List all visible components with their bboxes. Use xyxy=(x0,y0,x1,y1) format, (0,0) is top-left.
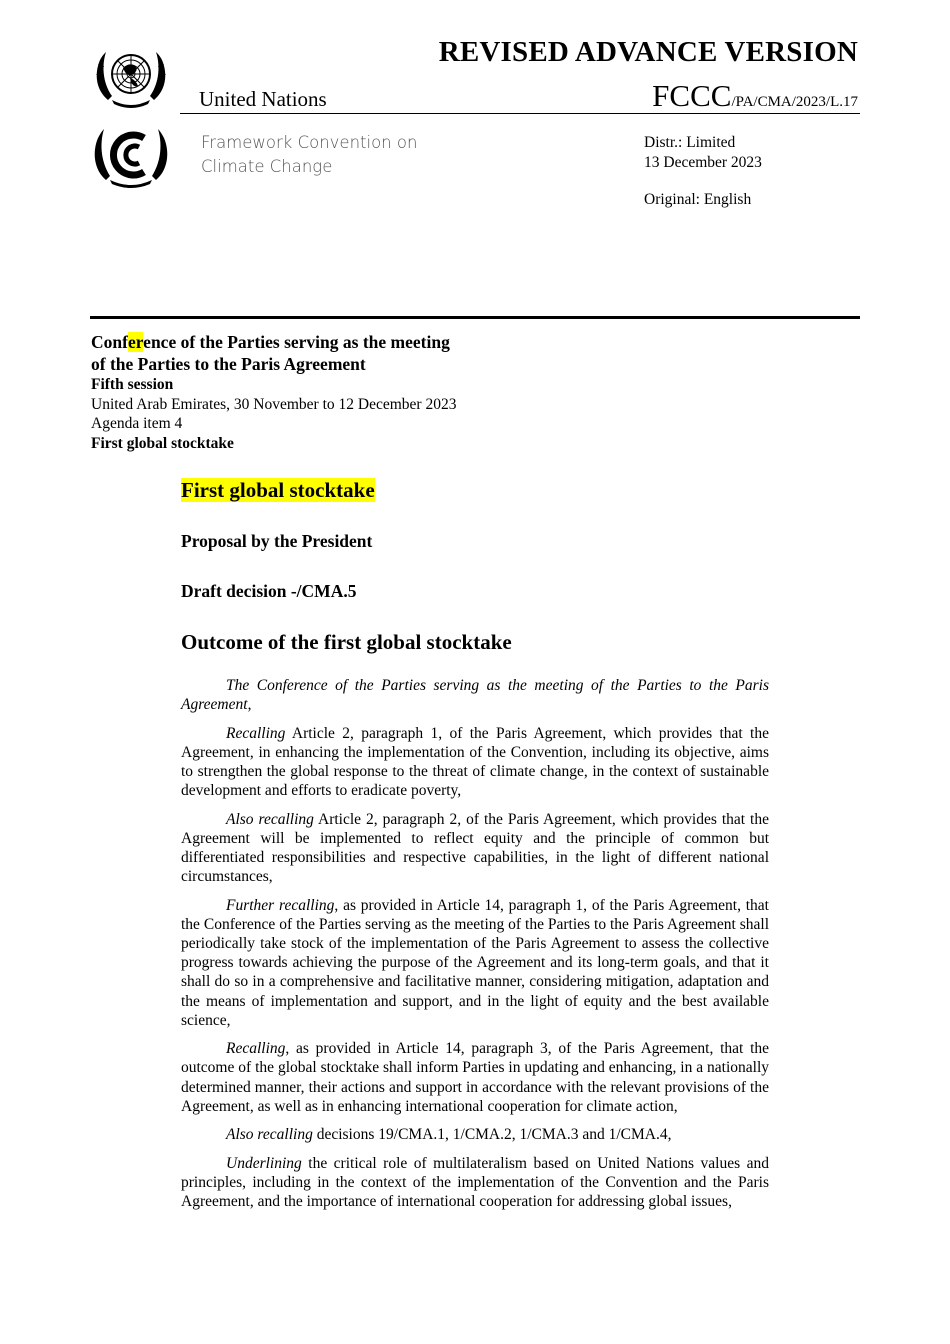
symbol-rest: /PA/CMA/2023/L.17 xyxy=(731,94,858,110)
paragraph-lead: The Conference of the Parties serving as the meeting of the Parties to the Paris Agreement xyxy=(181,677,769,714)
paragraph-text: Article 2, paragraph 1, of the Paris Agreement, which provides that the Agreement, in enhancing the implementation of the Convention, including its objective, aims to strengthen the global response to the threat of climate change, in the context of sustainable development and efforts to eradicate poverty, xyxy=(181,724,769,800)
proposal-heading: Proposal by the President xyxy=(181,531,373,551)
document-title-text: First global stocktake xyxy=(181,478,375,502)
paragraph-text: , as provided in Article 14, paragraph 3, of the Paris Agreement, that the outcome of the global stocktake shall inform Parties in updating and enhancing, in a nationally determined manner, their actions and support in accordance with the relevant provisions of the Agreement, as well as in enhancing international cooperation for climate action, xyxy=(181,1040,769,1115)
document-date: 13 December 2023 xyxy=(644,154,762,171)
outcome-heading: Outcome of the first global stocktake xyxy=(181,630,512,654)
paragraph-text: decisions 19/CMA.1, 1/CMA.2, 1/CMA.3 and 1/CMA.4, xyxy=(312,1126,672,1144)
paragraph-text: Article 2, paragraph 2, of the Paris Agreement, which provides that the Agreement will be implemented to reflect equity and the principle of common but differentiated responsibilities and respective capabilities, in the light of different national circumstances, xyxy=(181,810,769,886)
body-title xyxy=(91,331,456,353)
body-title-line-2: of the Parties to the Paris Agreement xyxy=(91,354,366,374)
body-title-highlight: er xyxy=(127,332,144,352)
document-symbol xyxy=(652,78,858,114)
convention-line-1: Framework Convention on xyxy=(201,133,418,152)
original-language: Original: English xyxy=(644,191,752,208)
paragraph-text: , as provided in Article 14, paragraph 1, of the Paris Agreement, that the Conference of the Parties serving as the meeting of the Parties to the Paris Agreement shall periodically take stock of the implementation of the Paris Agreement to assess the collective progress towards achieving the purpose of the Agreement and its long-term goals, and that it shall do so in a comprehensive and facilitative manner, considering mitigation, adaptation and the means of implementation and support, and in the light of equity and the best available science, xyxy=(181,896,769,1029)
paragraph-lead: Recalling xyxy=(226,724,286,742)
paragraph-text: , xyxy=(247,696,252,714)
paragraph-lead: Further recalling xyxy=(226,896,335,914)
paragraph-lead: Also recalling xyxy=(226,1126,313,1144)
convention-name xyxy=(201,131,417,179)
distribution-status: Distr.: Limited xyxy=(644,134,736,151)
preamble-body xyxy=(181,676,769,1220)
organization-name: United Nations xyxy=(199,87,327,111)
draft-decision-heading: Draft decision -/CMA.5 xyxy=(181,581,357,601)
body-title-part-2: ence of the Parties serving as the meeting xyxy=(143,332,450,352)
body-title-part-1: Conf xyxy=(91,332,128,352)
preamble-paragraph xyxy=(181,1039,769,1116)
preamble-paragraph xyxy=(181,676,769,714)
agenda-title: First global stocktake xyxy=(91,434,234,452)
convention-line-2: Climate Change xyxy=(201,157,333,176)
session-block xyxy=(91,331,456,453)
session-label: Fifth session xyxy=(91,376,174,393)
preamble-paragraph xyxy=(181,1125,769,1144)
paragraph-lead: Also recalling xyxy=(226,810,314,828)
agenda-item: Agenda item 4 xyxy=(91,415,183,432)
session-location-dates: United Arab Emirates, 30 November to 12 December 2023 xyxy=(91,395,457,413)
preamble-paragraph xyxy=(181,896,769,1030)
header-divider xyxy=(180,113,860,114)
paragraph-text: the critical role of multilateralism based on United Nations values and principles, including in the context of the implementation of the Convention and the Paris Agreement, and the importance of international cooperation for addressing global issues, xyxy=(181,1154,769,1210)
section-divider xyxy=(90,316,860,319)
preamble-paragraph xyxy=(181,810,769,887)
revised-version-label: REVISED ADVANCE VERSION xyxy=(438,36,858,68)
paragraph-lead: Recalling xyxy=(226,1040,286,1058)
symbol-main: FCCC xyxy=(652,78,732,113)
distribution-block xyxy=(644,133,762,173)
preamble-paragraph xyxy=(181,724,769,801)
preamble-paragraph xyxy=(181,1154,769,1212)
document-title xyxy=(181,477,375,503)
paragraph-lead: Underlining xyxy=(226,1154,302,1172)
unfccc-emblem-icon xyxy=(90,120,172,192)
un-emblem-icon xyxy=(90,44,172,114)
